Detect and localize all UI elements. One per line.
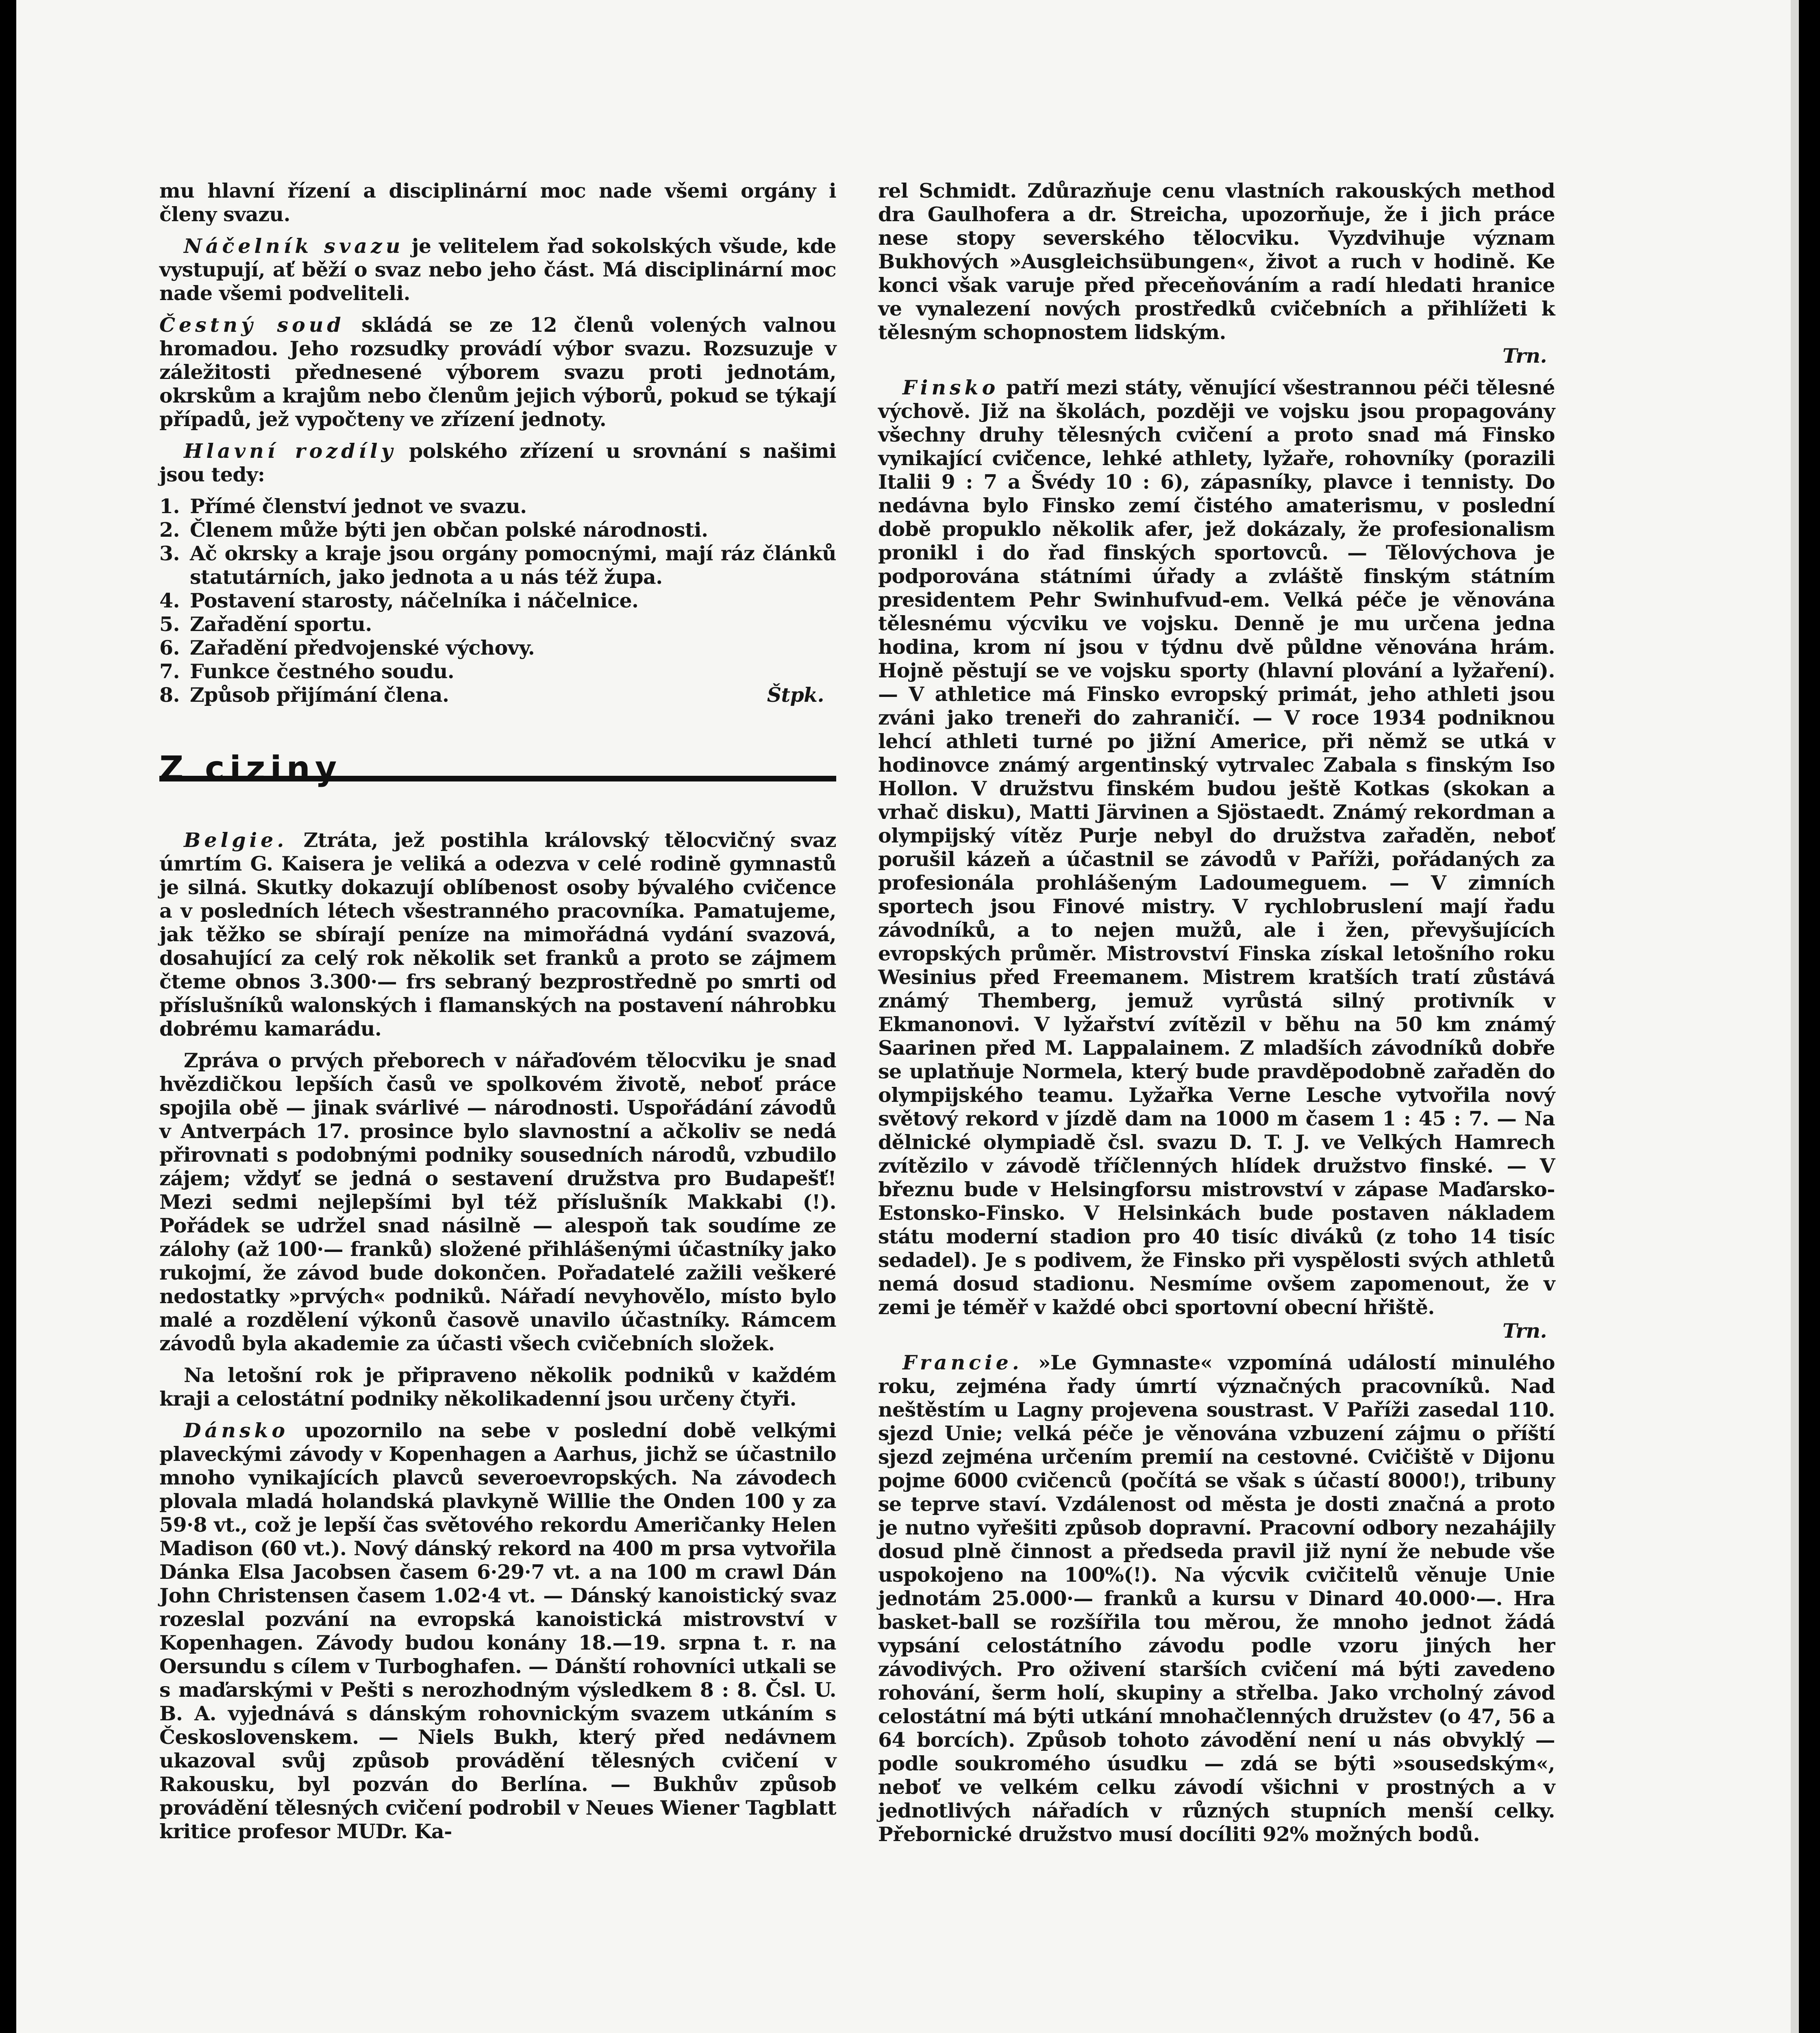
magazine-page <box>16 0 1799 2033</box>
paragraph-dansko: Dánsko upozornilo na sebe v poslední době velkými plaveckými závody v Kopenhagen a Aarhus, jichž se účastnilo mnoho vynikajících plavců severoevropských. Na závodech plovala mladá holandská plavkyně Willie the Onden 100 y za 59·8 vt., což je lepší čas světového rekordu Američanky Helen Madison (60 vt.). Nový dánský rekord na 400 m prsa vytvořila Dánka Elsa Jacobsen časem 6·29·7 vt. a na 100 m crawl Dán John Christensen časem 1.02·4 vt. — Dánský kanoistický svaz rozeslal pozvání na evropská kanoistická mistrovství v Kopenhagen. Závody budou konány 18.—19. srpna t. r. na Oersundu s cílem v Turboghafen. — Dánští rohovníci utkali se s maďarskými v Pešti s nerozhodným výsledkem 8 : 8. Čsl. U. B. A. vyjednává s dánským rohovnickým svazem utkáním s Československem. — Niels Bukh, který před nedávnem ukazoval svůj způsob provádění tělesných cvičení v Rakousku, byl pozván do Berlína. — Bukhův způsob provádění tělesných cvičení podrobil v Neues Wiener Tagblatt kritice profesor MUDr. Ka- <box>159 1419 836 1843</box>
section-heading <box>159 743 836 788</box>
paragraph-belgie: Belgie. Ztráta, jež postihla královský tělocvičný svaz úmrtím G. Kaisera je veliká a odezva v celé rodině gymnastů je silná. Skutky dokazují oblíbenost osoby bývalého cvičence a v posledních létech všestranného pracovníka. Pamatujeme, jak těžko se sbírají peníze na mimořádná vydání svazová, dosahující za celý rok několik set franků a proto se zájmem čteme obnos 3.300·— frs sebraný bezprostředně po smrti od příslušníků walonských i flamanských na postavení náhrobku dobrému kamarádu. <box>159 828 836 1040</box>
paragraph-hlavni-rozdily: Hlavní rozdíly polského zřízení u srovnání s našimi jsou tedy: <box>159 439 836 486</box>
country-belgie: Belgie. <box>184 828 288 852</box>
list-item: 5. Zařadění sportu. <box>159 612 372 636</box>
paragraph-letosni: Na letošní rok je připraveno několik podniků v každém kraji a celostátní podniky několikadenní jsou určeny čtyři. <box>159 1363 836 1410</box>
term-hlavni-rozdily: Hlavní rozdíly <box>184 439 397 463</box>
country-finsko: Finsko <box>902 376 999 399</box>
list-item: 3. Ač okrsky a kraje jsou orgány pomocnými, mají ráz článků statutárních, jako jednota a u nás též župa. <box>159 542 836 589</box>
country-francie: Francie. <box>902 1351 1023 1374</box>
paragraph-schmidt: rel Schmidt. Zdůrazňuje cenu vlastních rakouských method dra Gaulhofera a dr. Streicha, upozorňuje, že i jich práce nese stopy severského tělocviku. Vyzdvihuje význam Bukhových »Ausgleichsübungen«, život a ruch v hodině. Ke konci však varuje před přeceňováním a radí hledati hranice ve vynalezení nových prostředků cvičebních a přihlížeti k tělesným schopnostem lidským. Trn. <box>878 179 1555 368</box>
list-item: 7. Funkce čestného soudu. <box>159 660 454 683</box>
list-item: 4. Postavení starosty, náčelníka i náčelnice. <box>159 589 639 612</box>
term-nacelnik: Náčelník svazu <box>184 234 404 258</box>
paragraph-intro: mu hlavní řízení a disciplinární moc nade všemi orgány i členy svazu. <box>159 179 836 226</box>
paragraph-nacelnik: Náčelník svazu je velitelem řad sokolských všude, kde vystupují, ať běží o svaz nebo jeho část. Má disciplinární moc nade všemi podveliteli. <box>159 234 836 305</box>
list-item: 1. Přímé členství jednot ve svazu. <box>159 494 527 518</box>
paragraph-zprava: Zpráva o prvých přeborech v nářaďovém tělocviku je snad hvězdičkou lepších časů ve spolkovém životě, neboť práce spojila obě — jinak svárlivé — národnosti. Uspořádání závodů v Antverpách 17. prosince bylo slavnostní a ačkoliv se nedá přirovnati s podobnými podniky sousedních národů, vzbudilo zájem; vždyť se jedná o sestavení družstva pro Budapešť! Mezi sedmi nejlepšími byl též příslušník Makkabi (!). Pořádek se udržel snad násilně — alespoň tak soudíme ze zálohy (až 100·— franků) složené přihlášenými účastníky jako rukojmí, že závod bude dokončen. Pořadatelé zažili veškeré nedostatky »prvých« podniků. Nářadí nevyhovělo, místo bylo malé a rozdělení výkonů časově unavilo účastníky. Rámcem závodů byla akademie za účasti všech cvičebních složek. <box>159 1049 836 1355</box>
left-column <box>159 179 836 1851</box>
section-title: Z ciziny <box>159 749 342 788</box>
author-signature: Trn. <box>1503 344 1547 368</box>
list-item: 8. Způsob přijímání člena. Štpk. <box>159 683 824 707</box>
author-signature: Trn. <box>1503 1319 1547 1343</box>
list-item: 2. Členem může býti jen občan polské národnosti. <box>159 518 708 542</box>
page-edge-shadow <box>1791 0 1799 2033</box>
paragraph-cestny-soud: Čestný soud skládá se ze 12 členů volených valnou hromadou. Jeho rozsudky provádí výbor svazu. Rozsuzuje v záležitosti přednesené výborem svazu proti jednotám, okrskům a krajům nebo členům jejich výborů, pokud se týkají případů, jež vypočteny ve zřízení jednoty. <box>159 313 836 431</box>
paragraph-finsko: Finsko patří mezi státy, věnující všestrannou péči tělesné výchově. Již na školách, později ve vojsku jsou propagovány všechny druhy tělesných cvičení a proto snad má Finsko vynikající cvičence, lehké athlety, lyžaře, rohovníky (porazili Italii 9 : 7 a Švédy 10 : 6), zápasníky, plavce i tennisty. Do nedávna bylo Finsko zemí čistého amaterismu, v poslední době propuklo několik afer, jež dokázaly, že profesionalism pronikl i do řad finských sportovců. — Tělovýchova je podporována státními úřady a zvláště finským státním presidentem Pehr Swinhufvud-em. Velká péče je věnována tělesnému výcviku ve vojsku. Denně je mu určena jedna hodina, krom ní jsou v týdnu dvě půldne věnována hrám. Hojně pěstují se ve vojsku sporty (hlavní plování a lyžaření). — V athletice má Finsko evropský primát, jeho athleti jsou zváni jako treneři do zahraničí. — V roce 1934 podniknou lehcí athleti turné po jižní Americe, při němž se utká v hodinovce známý argentinský vytrvalec Zabala s finským Iso Hollon. V družstvu finském budou ještě Kotkas (skokan a vrhač disku), Matti Järvinen a Sjöstaedt. Známý rekordman a olympijský vítěz Purje nebyl do družstva zařaděn, neboť porušil kázeň a účastnil se závodů v Paříži, pořádaných za profesionála prohlášeným Ladoumeguem. — V zimních sportech jsou Finové mistry. V rychlobruslení mají řadu závodníků, a to nejen mužů, ale i žen, převyšujících evropských průměr. Mistrovství Finska získal letošního roku Wesinius před Freemanem. Mistrem kratších tratí zůstává známý Themberg, jemuž vyrůstá silný protivník v Ekmanonovi. V lyžařství zvítězil v běhu na 50 km známý Saarinen před M. Lappalainem. Z mladších závodníků dobře se uplatňuje Normela, který bude pravděpodobně zařaděn do olympijského teamu. Lyžařka Verne Lesche vytvořila nový světový rekord v jízdě dam na 1000 m časem 1 : 45 : 7. — Na dělnické olympiadě čsl. svazu D. T. J. ve Velkých Hamrech zvítězilo v závodě tříčlenných hlídek družstvo finské. — V březnu bude v Helsingforsu mistrovství v zápase Maďarsko-Estonsko-Finsko. V Helsinkách bude postaven nákladem státu moderní stadion pro 40 tisíc diváků (z toho 14 tisíc sedadel). Je s podivem, že Finsko při vyspělosti svých athletů nemá dosud stadionu. Nesmíme ovšem zapomenout, že v zemi je téměř v každé obci sportovní obecní hřiště. Trn. <box>878 376 1555 1343</box>
term-cestny-soud: Čestný soud <box>159 313 345 337</box>
right-column <box>878 179 1555 1854</box>
paragraph-francie: Francie. »Le Gymnaste« vzpomíná událostí minulého roku, zejména řady úmrtí význačných pracovníků. Nad neštěstím u Lagny projevena soustrast. V Paříži zasedal 110. sjezd Unie; velká péče je věnována vzbuzení zájmu o příští sjezd zejména určením premií na cestovné. Cvičiště v Dijonu pojme 6000 cvičenců (počítá se však s účastí 8000!), tribuny se teprve staví. Vzdálenost od města je dosti značná a proto je nutno vyřešiti způsob dopravní. Pracovní odbory nezahájily dosud plně činnost a předseda pravil již nyní že nebude vše uspokojeno na 100%(!). Na výcvik cvičitelů věnuje Unie jednotám 25.000·— franků a kursu v Dinard 40.000·—. Hra basket-ball se rozšířila tou měrou, že mnoho jednot žádá vypsání celostátního závodu podle vzoru jiných her závodivých. Pro oživení starších cvičení má býti zavedeno rohování, šerm holí, skupiny a střelba. Jako vrcholný závod celostátní má býti utkání mnohačlenných družstev (o 47, 56 a 64 borcích). Způsob tohoto závodění není u nás obvyklý — podle soukromého úsudku — zdá se býti »sousedským«, neboť ve velkém celku závodí všichni v prostných a v jednotlivých nářadích v různých stupních menší celky. Přebornické družstvo musí docíliti 92% možných bodů. <box>878 1351 1555 1846</box>
list-item: 6. Zařadění předvojenské výchovy. <box>159 636 535 660</box>
differences-list <box>159 494 836 707</box>
country-dansko: Dánsko <box>184 1419 289 1442</box>
author-signature: Štpk. <box>767 683 824 707</box>
